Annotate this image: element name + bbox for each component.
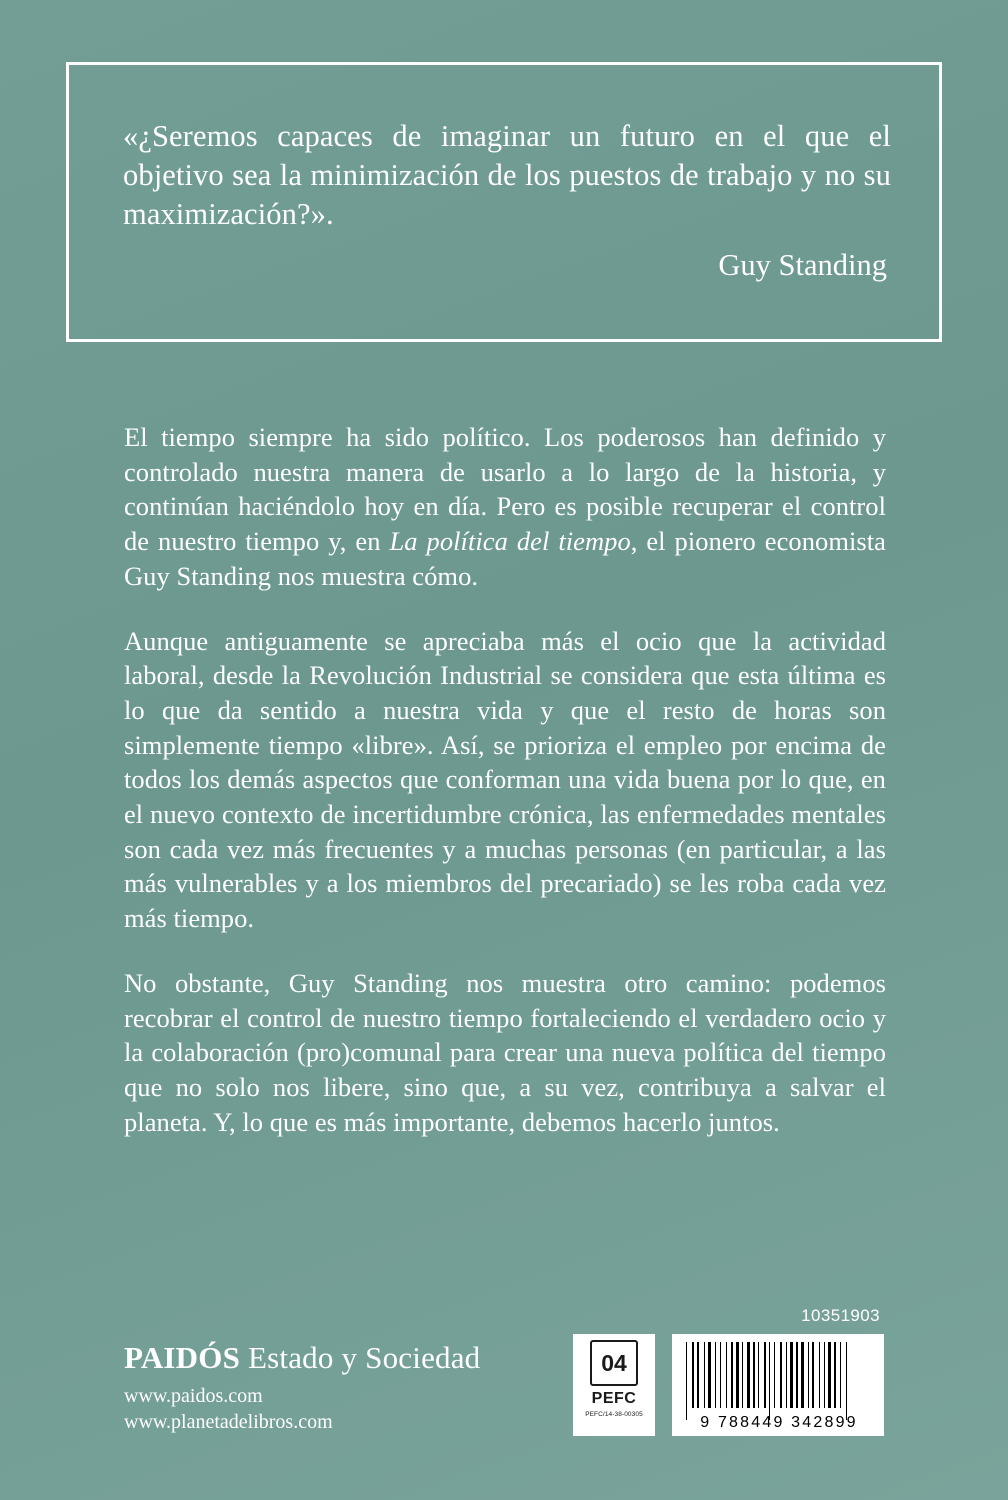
- pefc-mark-icon: 04: [590, 1340, 638, 1386]
- blurb-paragraph-2: Aunque antiguamente se apreciaba más el ocio que la actividad laboral, desde la Revolución Industrial se considera que esta última es lo que da sentido a nuestra vida y que el resto de horas son simplemente tiempo «libre». Así, se prioriza el empleo por encima de todos los demás aspectos que conforman una vida buena por lo que, en el nuevo contexto de incertidumbre crónica, las enfermedades mentales son cada vez más frecuentes y a muchas personas (en particular, a las más vulnerables y a los miembros del precariado) se les roba cada vez más tiempo.: [124, 625, 886, 934]
- internal-reference-number: 10351903: [801, 1306, 880, 1325]
- imprint-name-rest: Estado y Sociedad: [240, 1339, 481, 1375]
- barcode-bars: [686, 1342, 874, 1408]
- pefc-certification-logo: [573, 1334, 655, 1436]
- book-title-italic: La política del tiempo: [389, 526, 631, 557]
- publisher-url-secondary[interactable]: www.planetadelibros.com: [124, 1411, 333, 1434]
- pull-quote-inner: [69, 65, 939, 283]
- pull-quote-box: [66, 62, 942, 342]
- pefc-label: PEFC: [591, 1390, 637, 1407]
- isbn-digits: 9 788449 342899: [700, 1414, 858, 1431]
- blurb-p1-part2: , el pionero economista Guy Standing nos muestra cómo.: [124, 526, 886, 591]
- blurb-text: [124, 420, 886, 1139]
- publisher-url-primary[interactable]: www.paidos.com: [124, 1384, 263, 1407]
- blurb-paragraph-3: No obstante, Guy Standing nos muestra otro camino: podemos recobrar el control de nuestro tiempo fortaleciendo el verdadero ocio y la colaboración (pro)comunal para crear una nueva política del tiempo que no solo nos libere, sino que, a su vez, contribuya a salvar el planeta. Y, lo que es más importante, debemos hacerlo juntos.: [124, 967, 886, 1137]
- imprint-name-bold: PAIDÓS: [124, 1339, 241, 1375]
- blurb-paragraph-1: [124, 420, 886, 594]
- blurb-p1-part1: El tiempo siempre ha sido político. Los poderosos han definido y controlado nuestra manera de usarlo a lo largo de la historia, y continúan haciéndolo hoy en día. Pero es posible recuperar el control de nuestro tiempo y, en: [124, 422, 886, 557]
- pull-quote-text: «¿Seremos capaces de imaginar un futuro en el que el objetivo sea la minimización de los puestos de trabajo y no su maximización?».: [123, 119, 891, 232]
- cover-footer: [0, 1300, 1008, 1500]
- publisher-imprint: [124, 1340, 480, 1436]
- pull-quote-attribution: Guy Standing: [718, 248, 887, 283]
- isbn-barcode: [672, 1306, 884, 1436]
- pefc-code: PEFC/14-38-00305: [585, 1411, 643, 1418]
- imprint-name: [124, 1340, 480, 1376]
